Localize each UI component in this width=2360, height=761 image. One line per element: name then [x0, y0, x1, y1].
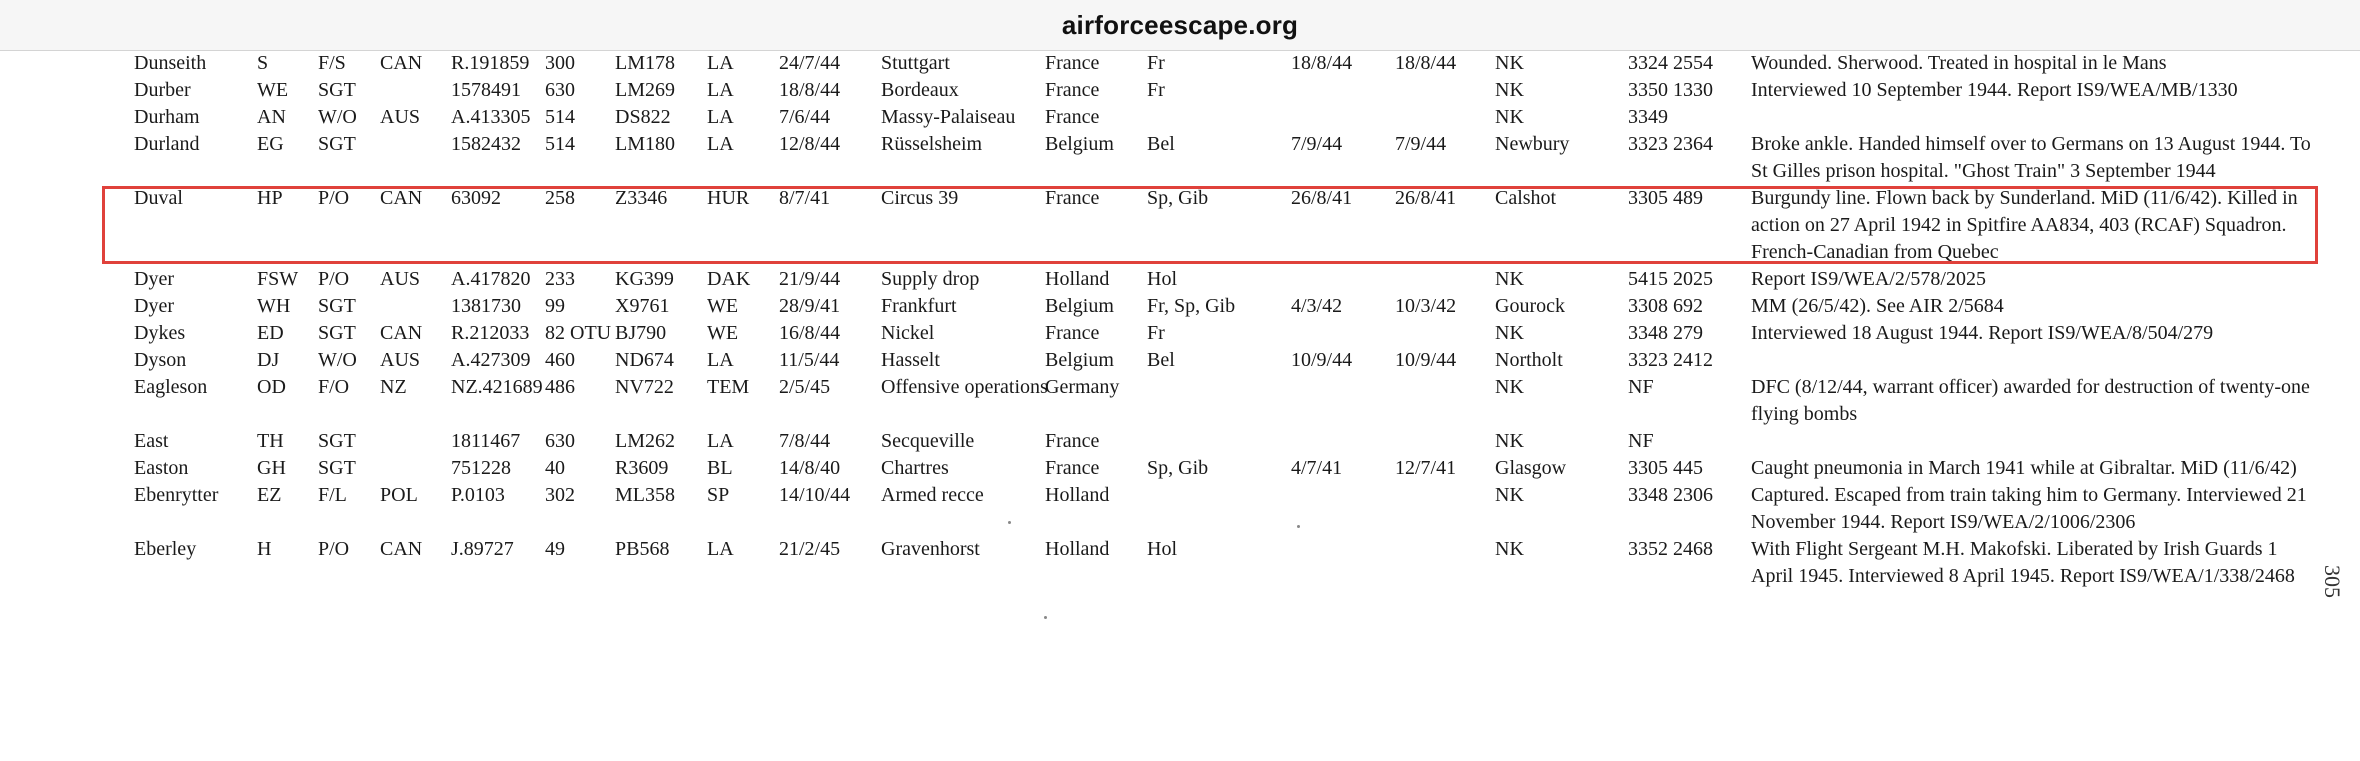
cell-arrived: 10/3/42	[1395, 295, 1457, 317]
cell-notes: DFC (8/12/44, warrant officer) awarded for destruction of twenty-one flying bombs	[1751, 376, 2310, 425]
cell-type: LA	[707, 349, 734, 371]
cell-init: TH	[257, 430, 284, 452]
cell-nat: CAN	[380, 538, 423, 560]
cell-sqn: 514	[545, 106, 575, 128]
cell-country: France	[1045, 430, 1100, 452]
cell-num: NZ.421689	[451, 376, 543, 398]
cell-country: Belgium	[1045, 295, 1114, 317]
cell-target: Nickel	[881, 322, 935, 344]
cell-left: 7/9/44	[1291, 133, 1343, 155]
cell-num: R.212033	[451, 322, 530, 344]
cell-target: Stuttgart	[881, 52, 950, 74]
cell-date: 21/9/44	[779, 268, 841, 290]
cell-nat: CAN	[380, 187, 423, 209]
cell-nat: CAN	[380, 322, 423, 344]
cell-sqn: 630	[545, 79, 575, 101]
cell-rank: SGT	[318, 322, 356, 344]
cell-name: Dyson	[134, 349, 187, 371]
cell-date: 2/5/45	[779, 376, 831, 398]
cell-target: Rüsselsheim	[881, 133, 983, 155]
cell-type: WE	[707, 322, 739, 344]
cell-country: France	[1045, 322, 1100, 344]
cell-target: Armed recce	[881, 484, 984, 506]
cell-notes: MM (26/5/42). See AIR 2/5684	[1751, 295, 2004, 317]
cell-arrived: 18/8/44	[1395, 52, 1457, 74]
cell-country: Belgium	[1045, 349, 1114, 371]
cell-date: 7/6/44	[779, 106, 831, 128]
cell-serial: PB568	[615, 538, 670, 560]
cell-name: Durber	[134, 79, 191, 101]
cell-init: H	[257, 538, 272, 560]
cell-country: France	[1045, 106, 1100, 128]
cell-type: LA	[707, 52, 734, 74]
cell-route: Hol	[1147, 268, 1177, 290]
cell-num: 1582432	[451, 133, 521, 155]
cell-init: S	[257, 52, 269, 74]
cell-left: 18/8/44	[1291, 52, 1353, 74]
cell-num: A.427309	[451, 349, 531, 371]
cell-num: 751228	[451, 457, 511, 479]
cell-notes: Broke ankle. Handed himself over to Germans on 13 August 1944. To St Gilles prison hospital. "Ghost Train" 3 September 1944	[1751, 133, 2311, 182]
cell-type: WE	[707, 295, 739, 317]
browser-address-bar[interactable]	[0, 0, 2360, 51]
cell-date: 11/5/44	[779, 349, 840, 371]
cell-nat: AUS	[380, 106, 421, 128]
cell-left: 4/7/41	[1291, 457, 1343, 479]
cell-init: ED	[257, 322, 284, 344]
cell-sqn: 82 OTU	[545, 322, 612, 344]
cell-rank: W/O	[318, 349, 357, 371]
cell-date: 18/8/44	[779, 79, 841, 101]
cell-num: P.0103	[451, 484, 505, 506]
scan-speck	[1008, 521, 1011, 524]
cell-name: Eagleson	[134, 376, 208, 398]
cell-rank: SGT	[318, 133, 356, 155]
cell-init: OD	[257, 376, 286, 398]
cell-date: 21/2/45	[779, 538, 841, 560]
cell-num: 1381730	[451, 295, 521, 317]
cell-serial: LM178	[615, 52, 675, 74]
cell-init: EZ	[257, 484, 282, 506]
cell-country: France	[1045, 187, 1100, 209]
cell-type: BL	[707, 457, 733, 479]
cell-name: Durland	[134, 133, 200, 155]
cell-date: 14/8/40	[779, 457, 841, 479]
cell-left: 26/8/41	[1291, 187, 1353, 209]
cell-target: Secqueville	[881, 430, 975, 452]
cell-serial: ND674	[615, 349, 674, 371]
cell-num: R.191859	[451, 52, 530, 74]
cell-port: NK	[1495, 79, 1524, 101]
cell-name: Easton	[134, 457, 189, 479]
cell-target: Gravenhorst	[881, 538, 980, 560]
cell-init: DJ	[257, 349, 280, 371]
cell-name: East	[134, 430, 169, 452]
scan-speck	[1044, 616, 1047, 619]
cell-arrived: 10/9/44	[1395, 349, 1457, 371]
cell-rank: F/O	[318, 376, 350, 398]
cell-sqn: 630	[545, 430, 575, 452]
cell-serial: LM262	[615, 430, 675, 452]
cell-target: Offensive operations	[881, 376, 1048, 398]
cell-notes: Burgundy line. Flown back by Sunderland. MiD (11/6/42). Killed in action on 27 April 1942 in Spitfire AA834, 403 (RCAF) Squadron. French-Canadian from Quebec	[1751, 187, 2298, 263]
cell-port: NK	[1495, 52, 1524, 74]
cell-country: Holland	[1045, 484, 1110, 506]
cell-ref: 3352 2468	[1628, 538, 1713, 560]
cell-ref: NF	[1628, 430, 1654, 452]
cell-date: 16/8/44	[779, 322, 841, 344]
site-title: airforceescape.org	[1061, 9, 1299, 40]
cell-type: DAK	[707, 268, 751, 290]
cell-nat: AUS	[380, 268, 421, 290]
cell-name: Dyer	[134, 295, 174, 317]
cell-target: Supply drop	[881, 268, 980, 290]
cell-init: FSW	[257, 268, 299, 290]
cell-sqn: 486	[545, 376, 575, 398]
cell-port: Newbury	[1495, 133, 1570, 155]
cell-target: Frankfurt	[881, 295, 957, 317]
cell-route: Hol	[1147, 538, 1177, 560]
cell-ref: 3308 692	[1628, 295, 1703, 317]
cell-rank: SGT	[318, 295, 356, 317]
cell-date: 14/10/44	[779, 484, 851, 506]
cell-name: Eberley	[134, 538, 197, 560]
cell-name: Dykes	[134, 322, 186, 344]
cell-ref: 3349	[1628, 106, 1668, 128]
cell-notes: Wounded. Sherwood. Treated in hospital in le Mans	[1751, 52, 2167, 74]
cell-rank: SGT	[318, 430, 356, 452]
cell-date: 8/7/41	[779, 187, 831, 209]
cell-ref: 3348 279	[1628, 322, 1703, 344]
cell-notes: Captured. Escaped from train taking him to Germany. Interviewed 21 November 1944. Report IS9/WEA/2/1006/2306	[1751, 484, 2307, 533]
cell-name: Duval	[134, 187, 183, 209]
cell-sqn: 302	[545, 484, 575, 506]
cell-serial: DS822	[615, 106, 671, 128]
cell-serial: ML358	[615, 484, 675, 506]
cell-left: 4/3/42	[1291, 295, 1343, 317]
cell-nat: CAN	[380, 52, 423, 74]
cell-serial: R3609	[615, 457, 669, 479]
cell-type: HUR	[707, 187, 750, 209]
cell-nat: POL	[380, 484, 418, 506]
cell-rank: W/O	[318, 106, 357, 128]
cell-rank: P/O	[318, 268, 350, 290]
cell-target: Bordeaux	[881, 79, 959, 101]
cell-target: Chartres	[881, 457, 949, 479]
cell-country: Germany	[1045, 376, 1120, 398]
cell-ref: 3350 1330	[1628, 79, 1713, 101]
page-number: 305	[2320, 565, 2345, 598]
cell-route: Sp, Gib	[1147, 457, 1209, 479]
cell-port: NK	[1495, 376, 1524, 398]
cell-notes: Report IS9/WEA/2/578/2025	[1751, 268, 1986, 290]
cell-type: LA	[707, 79, 734, 101]
cell-type: LA	[707, 538, 734, 560]
cell-ref: 5415 2025	[1628, 268, 1713, 290]
cell-init: WE	[257, 79, 289, 101]
cell-date: 24/7/44	[779, 52, 841, 74]
cell-num: 63092	[451, 187, 501, 209]
cell-sqn: 99	[545, 295, 565, 317]
cell-sqn: 258	[545, 187, 575, 209]
cell-num: J.89727	[451, 538, 514, 560]
cell-serial: NV722	[615, 376, 674, 398]
cell-route: Fr	[1147, 79, 1165, 101]
cell-num: A.413305	[451, 106, 531, 128]
cell-target: Circus 39	[881, 187, 959, 209]
cell-type: TEM	[707, 376, 750, 398]
cell-sqn: 514	[545, 133, 575, 155]
cell-route: Fr, Sp, Gib	[1147, 295, 1236, 317]
cell-sqn: 49	[545, 538, 565, 560]
cell-init: EG	[257, 133, 284, 155]
cell-rank: P/O	[318, 187, 350, 209]
cell-rank: F/S	[318, 52, 346, 74]
cell-type: SP	[707, 484, 730, 506]
cell-date: 12/8/44	[779, 133, 841, 155]
cell-nat: NZ	[380, 376, 407, 398]
cell-left: 10/9/44	[1291, 349, 1353, 371]
cell-date: 7/8/44	[779, 430, 831, 452]
cell-port: Calshot	[1495, 187, 1557, 209]
cell-notes: Interviewed 10 September 1944. Report IS9/WEA/MB/1330	[1751, 79, 2238, 101]
cell-route: Sp, Gib	[1147, 187, 1209, 209]
cell-sqn: 233	[545, 268, 575, 290]
cell-notes: Caught pneumonia in March 1941 while at Gibraltar. MiD (11/6/42)	[1751, 457, 2297, 479]
cell-port: Gourock	[1495, 295, 1565, 317]
cell-ref: 3324 2554	[1628, 52, 1713, 74]
cell-date: 28/9/41	[779, 295, 841, 317]
cell-country: Holland	[1045, 538, 1110, 560]
cell-init: WH	[257, 295, 291, 317]
cell-sqn: 40	[545, 457, 565, 479]
cell-route: Fr	[1147, 52, 1165, 74]
cell-init: HP	[257, 187, 283, 209]
cell-ref: 3305 445	[1628, 457, 1703, 479]
cell-type: LA	[707, 430, 734, 452]
cell-route: Bel	[1147, 349, 1175, 371]
cell-serial: Z3346	[615, 187, 668, 209]
cell-port: Glasgow	[1495, 457, 1567, 479]
highlight-box	[102, 186, 2318, 264]
cell-ref: 3323 2412	[1628, 349, 1713, 371]
cell-port: NK	[1495, 322, 1524, 344]
cell-serial: X9761	[615, 295, 670, 317]
cell-rank: P/O	[318, 538, 350, 560]
cell-num: 1811467	[451, 430, 521, 452]
cell-num: A.417820	[451, 268, 531, 290]
cell-port: NK	[1495, 430, 1524, 452]
cell-arrived: 26/8/41	[1395, 187, 1457, 209]
cell-init: GH	[257, 457, 286, 479]
cell-port: Northolt	[1495, 349, 1563, 371]
scan-speck	[1297, 525, 1300, 528]
cell-port: NK	[1495, 484, 1524, 506]
cell-sqn: 460	[545, 349, 575, 371]
cell-arrived: 12/7/41	[1395, 457, 1457, 479]
cell-rank: F/L	[318, 484, 347, 506]
cell-target: Massy-Palaiseau	[881, 106, 1016, 128]
cell-arrived: 7/9/44	[1395, 133, 1447, 155]
cell-rank: SGT	[318, 457, 356, 479]
cell-serial: LM269	[615, 79, 675, 101]
cell-country: France	[1045, 457, 1100, 479]
cell-name: Ebenrytter	[134, 484, 219, 506]
cell-num: 1578491	[451, 79, 521, 101]
cell-route: Fr	[1147, 322, 1165, 344]
cell-port: NK	[1495, 538, 1524, 560]
cell-serial: LM180	[615, 133, 675, 155]
cell-sqn: 300	[545, 52, 575, 74]
cell-country: Belgium	[1045, 133, 1114, 155]
cell-type: LA	[707, 106, 734, 128]
cell-country: France	[1045, 52, 1100, 74]
cell-rank: SGT	[318, 79, 356, 101]
cell-route: Bel	[1147, 133, 1175, 155]
cell-country: Holland	[1045, 268, 1110, 290]
cell-ref: 3348 2306	[1628, 484, 1713, 506]
cell-init: AN	[257, 106, 286, 128]
cell-name: Durham	[134, 106, 200, 128]
cell-port: NK	[1495, 106, 1524, 128]
cell-notes: With Flight Sergeant M.H. Makofski. Liberated by Irish Guards 1 April 1945. Interviewed 8 April 1945. Report IS9/WEA/1/338/2468	[1751, 538, 2295, 587]
cell-target: Hasselt	[881, 349, 940, 371]
cell-name: Dunseith	[134, 52, 207, 74]
cell-serial: KG399	[615, 268, 674, 290]
cell-type: LA	[707, 133, 734, 155]
cell-serial: BJ790	[615, 322, 667, 344]
cell-notes: Interviewed 18 August 1944. Report IS9/WEA/8/504/279	[1751, 322, 2214, 344]
cell-ref: 3305 489	[1628, 187, 1703, 209]
cell-name: Dyer	[134, 268, 174, 290]
cell-nat: AUS	[380, 349, 421, 371]
cell-port: NK	[1495, 268, 1524, 290]
cell-country: France	[1045, 79, 1100, 101]
cell-ref: NF	[1628, 376, 1654, 398]
cell-ref: 3323 2364	[1628, 133, 1713, 155]
